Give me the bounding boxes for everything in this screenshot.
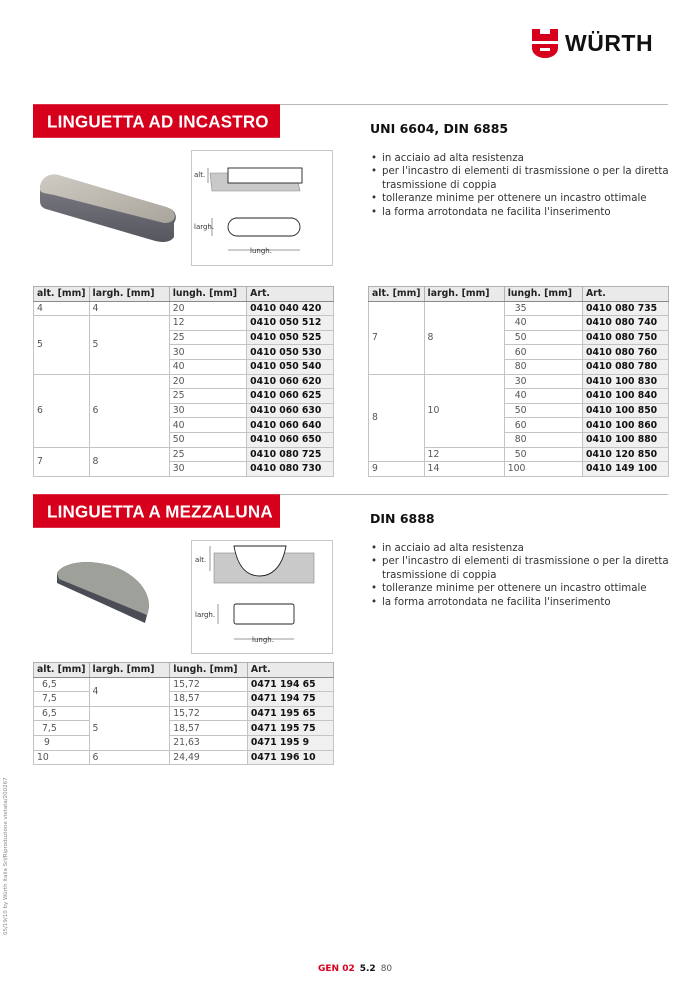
cell-art: 0410 050 525 [247,330,334,345]
cell-lungh: 25 [169,330,246,345]
cell-art: 0410 080 740 [582,316,668,331]
page-number: 80 [380,964,393,974]
section-title-linguetta-mezzaluna: LINGUETTA A MEZZALUNA [33,494,280,528]
cell-lungh: 80 [504,432,582,447]
feature-item: • per l'incastro di elementi di trasmissione o per la diretta trasmissione di coppia [370,555,670,582]
cell-art: 0410 080 735 [582,301,668,316]
cell-alt: 10 [34,750,90,765]
feature-item: • la forma arrotondata ne facilita l'inserimento [370,206,670,219]
cell-lungh: 20 [169,301,246,316]
cell-art: 0410 050 530 [247,345,334,360]
section-rule [280,494,668,495]
cell-art: 0410 080 730 [247,462,334,477]
cell-lungh: 12 [169,316,246,331]
cell-lungh: 100 [504,462,582,477]
table-row [34,374,334,389]
cell-lungh: 30 [169,345,246,360]
header-lungh: lungh. [mm] [170,663,248,678]
parallel-key-photo [34,165,184,249]
cell-art: 0471 195 9 [247,735,333,750]
cell-largh: 6 [89,374,169,447]
cell-alt: 6,5 [34,677,90,692]
table-row [369,301,669,316]
section-title-linguetta-incastro: LINGUETTA AD INCASTRO [33,104,280,138]
header-art: Art. [247,287,334,302]
svg-text:largh.: largh. [194,223,215,231]
table-row [34,316,334,331]
table-row [34,677,334,692]
copyright-note: 05/19/10 by Würth Italia Srl/Riproduzione vietata/200267 [3,777,9,935]
wurth-logo-icon [531,27,559,59]
table-row [34,750,334,765]
cell-alt: 8 [369,374,425,462]
feature-item: • tolleranze minime per ottenere un incastro ottimale [370,582,670,595]
table-row [369,462,669,477]
svg-text:alt.: alt. [195,556,207,564]
cell-art: 0471 196 10 [247,750,333,765]
header-art: Art. [582,287,668,302]
cell-art: 0410 060 640 [247,418,334,433]
table-row [34,706,334,721]
cell-alt: 6,5 [34,706,90,721]
cell-alt: 9 [369,462,425,477]
table-row [34,301,334,316]
cell-lungh: 40 [169,418,246,433]
cell-largh: 10 [424,374,504,447]
cell-alt: 6 [34,374,90,447]
cell-art: 0410 100 830 [582,374,668,389]
header-alt: alt. [mm] [34,287,90,302]
chapter-number: 5.2 [359,964,376,974]
section-rule [280,104,668,105]
cell-largh: 5 [89,706,170,750]
cell-alt: 7 [34,447,90,476]
cell-art: 0410 060 620 [247,374,334,389]
cell-alt: 7,5 [34,692,90,707]
cell-alt: 7,5 [34,721,90,736]
cell-largh: 8 [424,301,504,374]
header-alt: alt. [mm] [34,663,90,678]
woodruff-key-diagram [191,540,333,654]
cell-art: 0410 149 100 [582,462,668,477]
cell-lungh: 24,49 [170,750,248,765]
cell-art: 0410 060 625 [247,389,334,404]
feature-item: • in acciaio ad alta resistenza [370,542,670,555]
cell-art: 0410 060 630 [247,403,334,418]
svg-text:lungh.: lungh. [252,636,274,644]
page-footer [318,964,392,974]
cell-lungh: 60 [504,345,582,360]
norm-label: DIN 6888 [370,511,435,526]
cell-art: 0410 080 760 [582,345,668,360]
feature-item: • la forma arrotondata ne facilita l'inserimento [370,596,670,609]
header-largh: largh. [mm] [89,287,169,302]
feature-list [370,152,670,219]
cell-largh: 4 [89,301,169,316]
svg-text:largh.: largh. [195,611,216,619]
header-lungh: lungh. [mm] [504,287,582,302]
cell-largh: 5 [89,316,169,374]
header-lungh: lungh. [mm] [169,287,246,302]
cell-lungh: 21,63 [170,735,248,750]
parallel-key-diagram [191,150,333,266]
catalog-code: GEN 02 [318,964,355,974]
cell-lungh: 50 [504,447,582,462]
brand-name: WÜRTH [565,29,654,56]
cell-art: 0471 195 75 [247,721,333,736]
cell-largh: 8 [89,447,169,476]
cell-lungh: 40 [504,389,582,404]
cell-art: 0410 100 880 [582,432,668,447]
cell-art: 0410 050 512 [247,316,334,331]
table-row [34,447,334,462]
cell-art: 0471 194 65 [247,677,333,692]
cell-art: 0471 195 65 [247,706,333,721]
cell-largh: 12 [424,447,504,462]
cell-lungh: 30 [504,374,582,389]
cell-lungh: 35 [504,301,582,316]
cell-lungh: 50 [169,432,246,447]
header-art: Art. [247,663,333,678]
cell-lungh: 50 [504,330,582,345]
cell-art: 0410 050 540 [247,359,334,374]
cell-lungh: 30 [169,403,246,418]
spec-table-mezzaluna [33,662,334,765]
cell-art: 0410 040 420 [247,301,334,316]
cell-art: 0410 080 780 [582,359,668,374]
header-alt: alt. [mm] [369,287,425,302]
table-row [34,721,334,736]
cell-lungh: 50 [504,403,582,418]
cell-alt: 7 [369,301,425,374]
header-largh: largh. [mm] [89,663,170,678]
cell-lungh: 40 [169,359,246,374]
table-row [369,374,669,389]
cell-alt: 4 [34,301,90,316]
cell-art: 0410 080 750 [582,330,668,345]
cell-largh: 14 [424,462,504,477]
feature-item: • tolleranze minime per ottenere un incastro ottimale [370,192,670,205]
norm-label: UNI 6604, DIN 6885 [370,121,509,136]
cell-art: 0410 080 725 [247,447,334,462]
cell-lungh: 18,57 [170,692,248,707]
cell-art: 0410 100 840 [582,389,668,404]
cell-largh: 4 [89,677,170,706]
cell-art: 0410 100 860 [582,418,668,433]
spec-table-incastro-left [33,286,334,477]
spec-table-incastro-right [368,286,669,477]
cell-lungh: 40 [504,316,582,331]
cell-largh: 6 [89,750,170,765]
svg-text:alt.: alt. [194,171,206,179]
svg-text:lungh.: lungh. [250,247,272,255]
cell-art: 0471 194 75 [247,692,333,707]
cell-lungh: 25 [169,389,246,404]
cell-lungh: 18,57 [170,721,248,736]
cell-lungh: 20 [169,374,246,389]
cell-lungh: 80 [504,359,582,374]
table-row [34,735,334,750]
feature-list [370,542,670,609]
header-largh: largh. [mm] [424,287,504,302]
cell-art: 0410 120 850 [582,447,668,462]
cell-alt: 5 [34,316,90,374]
cell-lungh: 15,72 [170,706,248,721]
cell-lungh: 15,72 [170,677,248,692]
cell-art: 0410 100 850 [582,403,668,418]
woodruff-key-photo [55,555,165,634]
feature-item: • per l'incastro di elementi di trasmissione o per la diretta trasmissione di coppia [370,165,670,192]
cell-art: 0410 060 650 [247,432,334,447]
cell-lungh: 60 [504,418,582,433]
cell-alt: 9 [34,735,90,750]
cell-lungh: 25 [169,447,246,462]
cell-lungh: 30 [169,462,246,477]
feature-item: • in acciaio ad alta resistenza [370,152,670,165]
wurth-logo [531,27,653,59]
table-row [34,692,334,707]
